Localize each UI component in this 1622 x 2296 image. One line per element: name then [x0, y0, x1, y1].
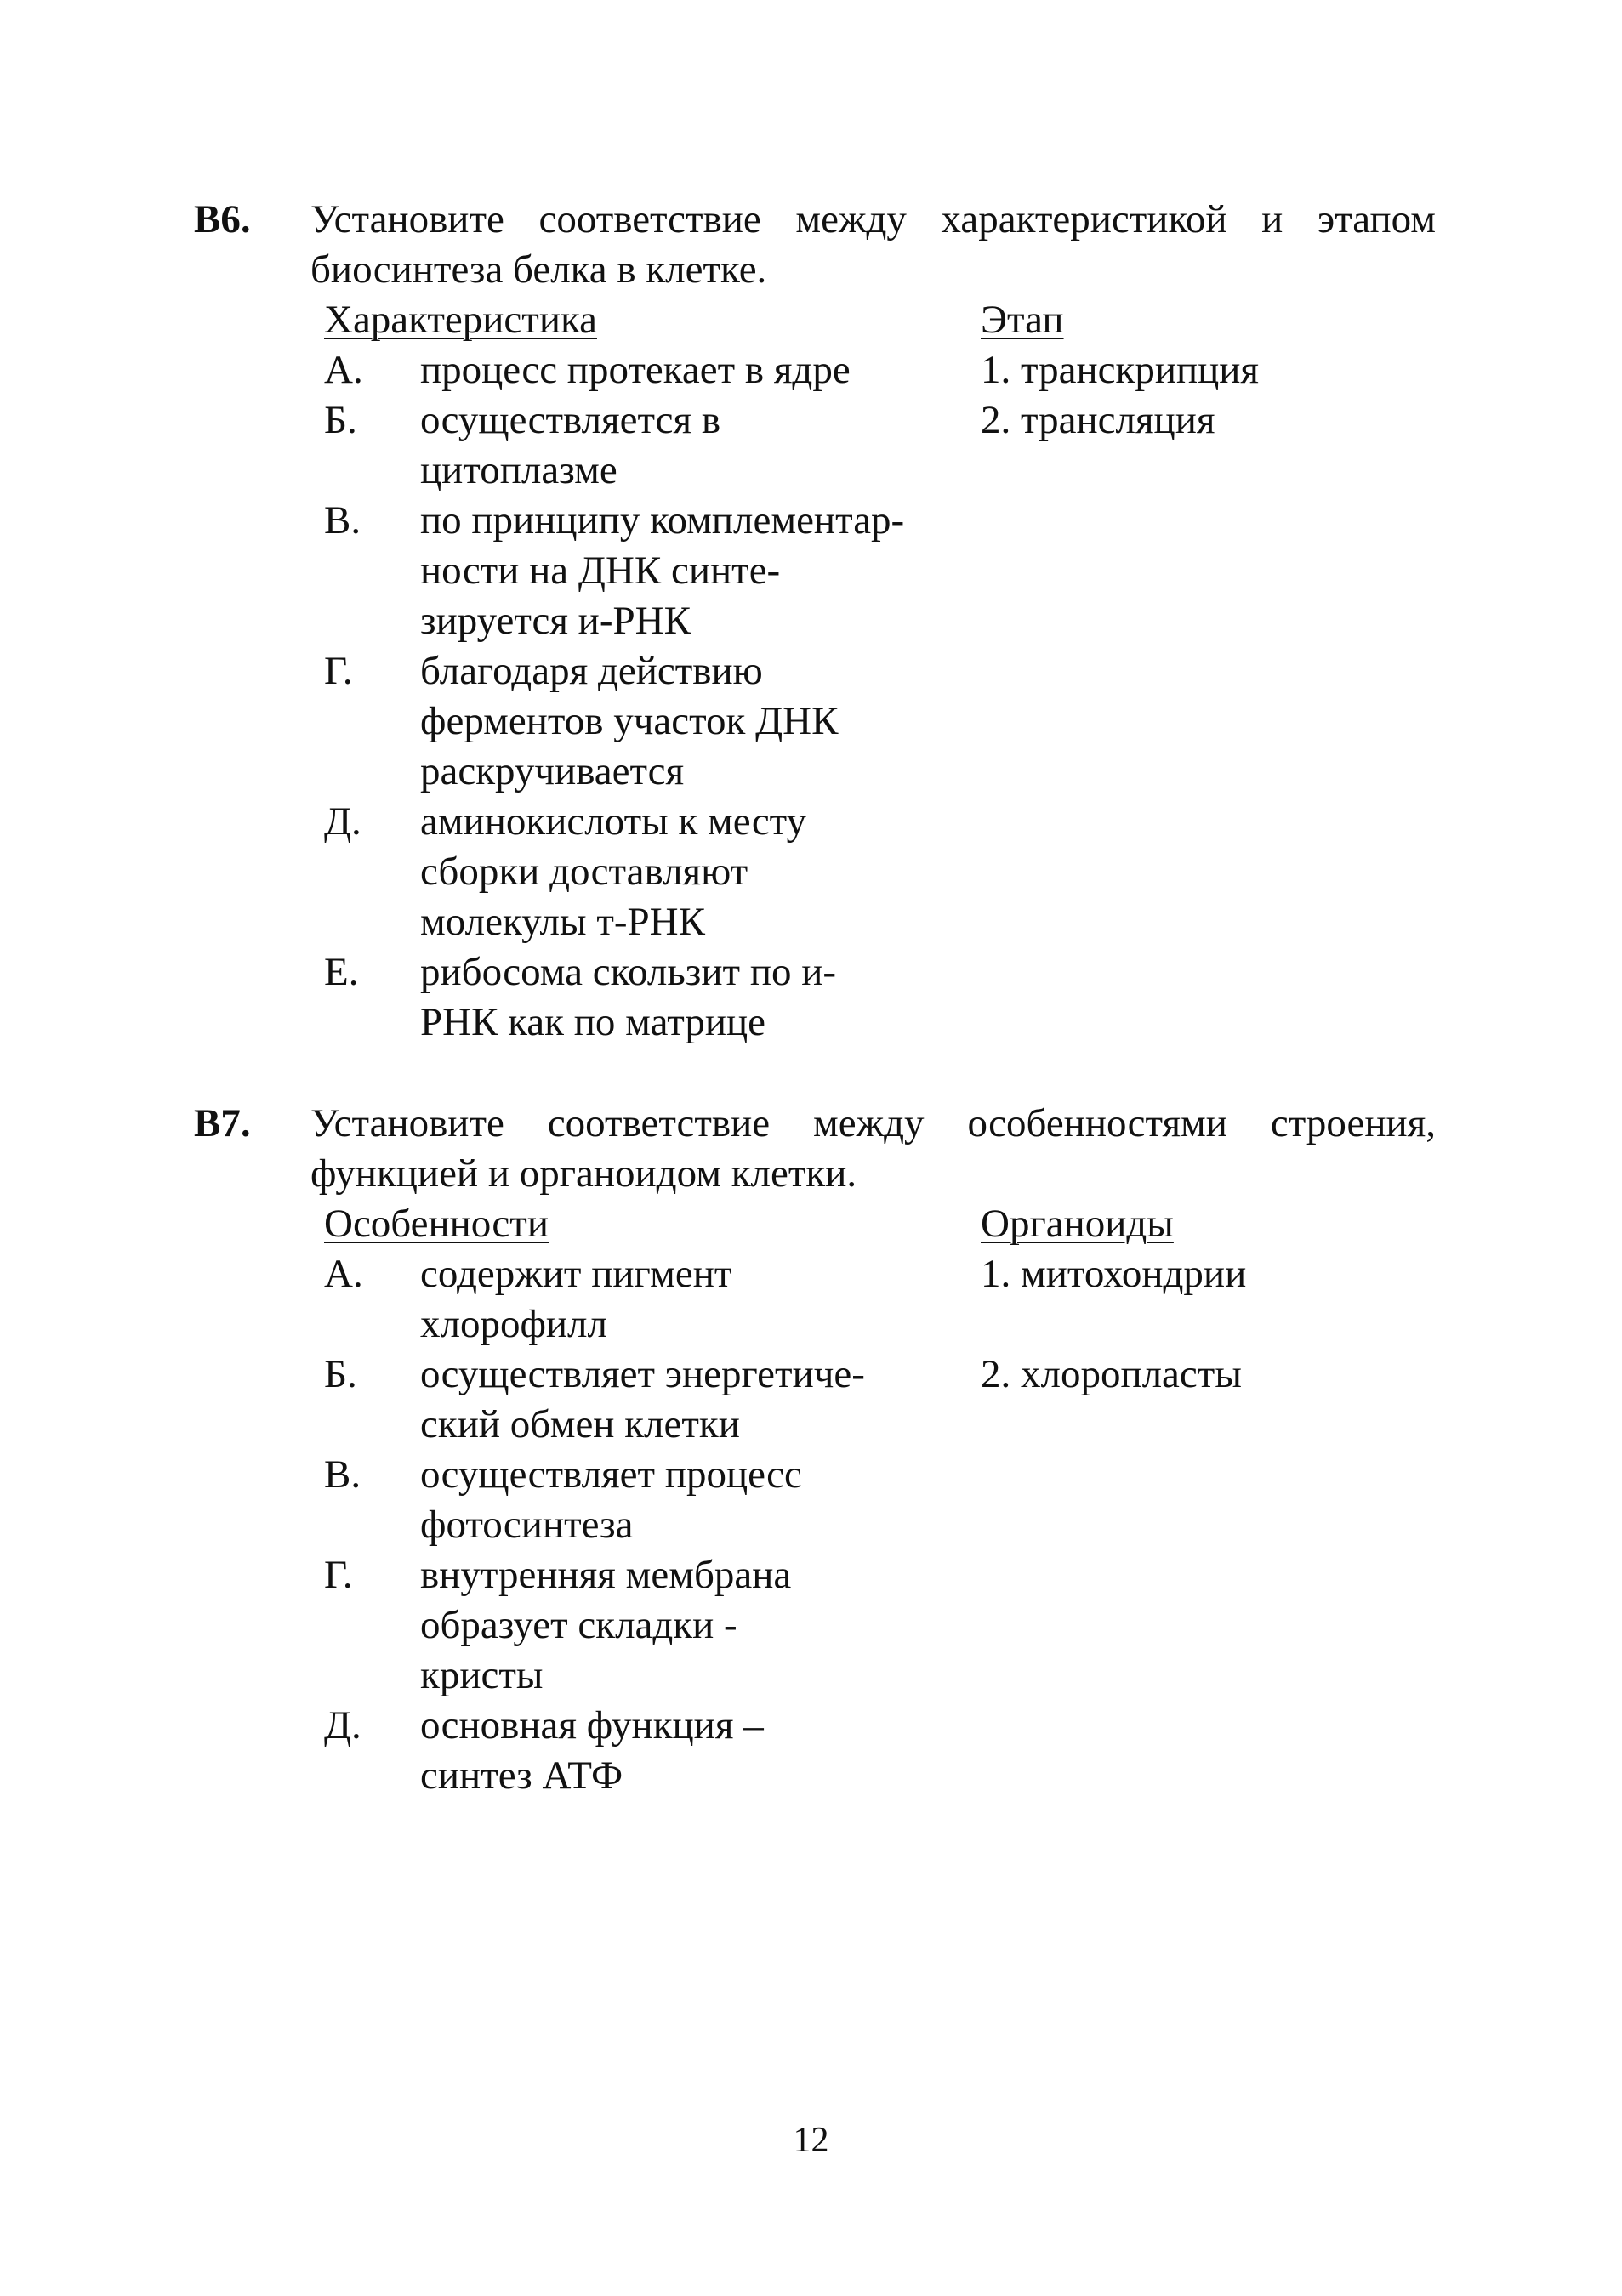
match-item [324, 1249, 1436, 1350]
item-text: благодаря действию ферментов участок ДНК раскручивается [420, 649, 839, 793]
item-text: по принципу комплементар- ности на ДНК синте- зируется и-РНК [420, 498, 905, 643]
task-number: B6. [194, 197, 251, 242]
item-text: процесс протекает в ядре [420, 348, 851, 392]
task-prompt: Установите соответствие между характеристикой и этапом биосинтеза белка в клетке. [310, 197, 1436, 292]
item-text: осуществляется в цитоплазме [420, 398, 721, 492]
match-item [324, 395, 1436, 496]
item-text: осуществляет процесс фотосинтеза [420, 1452, 802, 1547]
organelles-column-header: Органоиды [981, 1202, 1174, 1246]
task-b6 [194, 195, 1436, 1048]
column-headers [324, 1199, 1436, 1249]
match-item [324, 646, 1436, 797]
task-b7 [194, 1099, 1436, 1801]
task-heading [194, 1099, 1436, 1199]
column-headers [324, 295, 1436, 345]
item-text: внутренняя мембрана образует складки - кристы [420, 1553, 792, 1697]
page-number: 12 [793, 2121, 829, 2160]
item-text: основная функция – синтез АТФ [420, 1703, 764, 1798]
item-letter: Г. [324, 1553, 353, 1597]
matching-table [324, 295, 1436, 1048]
matching-table [324, 1199, 1436, 1801]
item-letter: Д. [324, 799, 361, 844]
item-text: осуществляет энергетиче- ский обмен клетки [420, 1352, 865, 1446]
item-letter: Б. [324, 1352, 357, 1396]
task-number: B7. [194, 1101, 251, 1145]
item-letter: В. [324, 1452, 361, 1497]
item-letter: Б. [324, 398, 357, 442]
item-letter: В. [324, 498, 361, 543]
match-item [324, 1350, 1436, 1450]
match-item [324, 797, 1436, 947]
match-item [324, 947, 1436, 1048]
answer-option: 2. трансляция [981, 398, 1215, 442]
features-column-header: Особенности [324, 1202, 549, 1246]
answer-option: 2. хлоропласты [981, 1352, 1242, 1396]
item-text: аминокислоты к месту сборки доставляют молекулы т-РНК [420, 799, 807, 944]
item-letter: А. [324, 348, 363, 392]
match-item [324, 1701, 1436, 1801]
item-text: содержит пигмент хлорофилл [420, 1252, 732, 1346]
match-item [324, 1550, 1436, 1701]
stage-column-header: Этап [981, 298, 1064, 342]
characteristic-column-header: Характеристика [324, 298, 597, 342]
match-item [324, 345, 1436, 395]
item-text: рибосома скользит по и- РНК как по матрице [420, 950, 837, 1044]
task-heading [194, 195, 1436, 295]
item-letter: Е. [324, 950, 359, 994]
item-letter: Г. [324, 649, 353, 693]
item-letter: Д. [324, 1703, 361, 1748]
match-item [324, 496, 1436, 646]
item-letter: А. [324, 1252, 363, 1296]
answer-option: 1. транскрипция [981, 348, 1260, 392]
answer-option: 1. митохондрии [981, 1252, 1247, 1296]
task-prompt: Установите соответствие между особенностями строения, функцией и органоидом клетки. [310, 1101, 1436, 1196]
match-item [324, 1450, 1436, 1550]
